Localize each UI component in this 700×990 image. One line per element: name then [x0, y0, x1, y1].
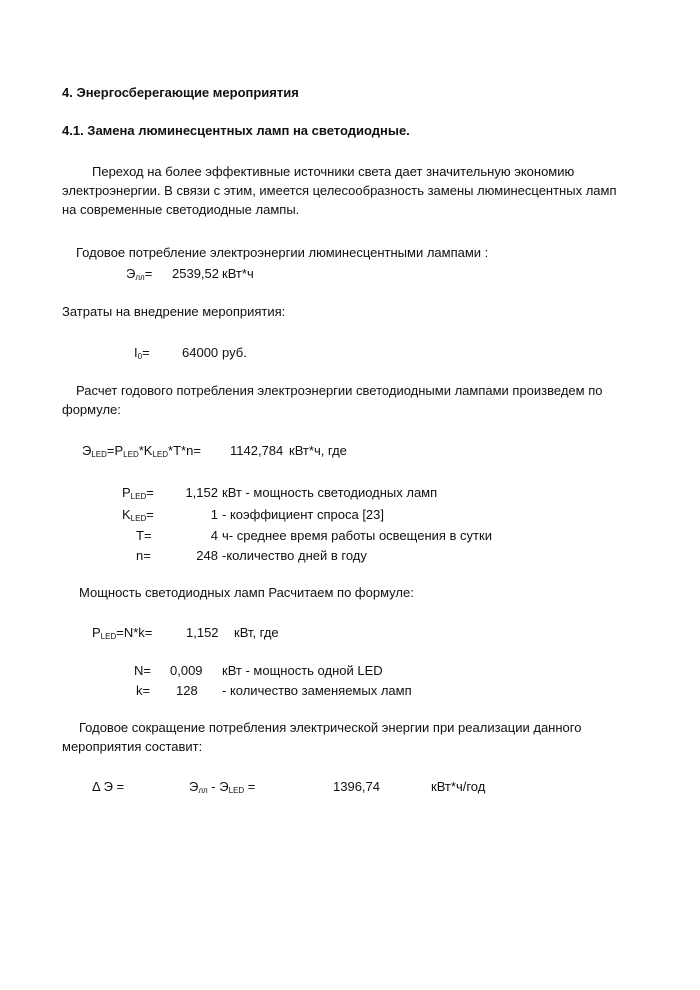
intro-line-2: электроэнергии. В связи с этим, имеется целесообразность замены люминесцентных ламп [62, 183, 617, 198]
led-formula: $Э_{LED}=P_{LED}*K_{LED}*T*n=$ [82, 443, 201, 459]
var-k-value: 1 [210, 507, 218, 522]
power-var-k-symbol: k= [136, 683, 151, 698]
var-p-value: 1,152 [185, 485, 218, 500]
var-p-desc: кВт - мощность светодиодных ламп [222, 485, 438, 500]
power-var-k-value: 128 [176, 683, 198, 698]
led-formula-unit: кВт*ч, где [289, 443, 347, 458]
var-k-desc: - коэффициент спроса [23] [222, 507, 384, 522]
annual-consumption-unit: кВт*ч [222, 266, 254, 281]
power-var-n-value: 0,009 [170, 663, 203, 678]
var-n-symbol: n= [136, 548, 151, 563]
power-label: Мощность светодиодных ламп Расчитаем по формуле: [79, 585, 414, 600]
subsection-heading: 4.1. Замена люминесцентных ламп на светодиодные. [62, 123, 410, 138]
power-var-n-desc: кВт - мощность одной LED [222, 663, 383, 678]
var-t-value: 4 [210, 528, 218, 543]
costs-label: Затраты на внедрение мероприятия: [62, 304, 286, 319]
savings-line-1: Годовое сокращение потребления электрической энергии при реализации данного [79, 720, 582, 735]
var-n-value: 248 [196, 548, 218, 563]
var-t-desc: ч- среднее время работы освещения в сутки [222, 528, 492, 543]
annual-consumption-label: Годовое потребление электроэнергии люминесцентными лампами : [76, 245, 489, 260]
savings-line-2: мероприятия составит: [62, 739, 203, 754]
var-t-symbol: T= [136, 528, 152, 543]
power-var-n-symbol: N= [134, 663, 151, 678]
costs-unit: руб. [222, 345, 247, 360]
var-n-desc: -количество дней в году [222, 548, 367, 563]
savings-formula: $Э_{лл} - Э_{LED}$ = [189, 779, 256, 795]
savings-delta: Δ Э = [92, 779, 125, 794]
annual-consumption-symbol: $Э_{лл}=$ [126, 266, 153, 282]
costs-value: 64000 [182, 345, 219, 360]
power-formula-unit: кВт, где [234, 625, 279, 640]
var-p-symbol: $P_{LED}=$ [122, 485, 154, 501]
savings-unit: кВт*ч/год [431, 779, 486, 794]
power-formula: $P_{LED}=N*k=$ [92, 625, 153, 641]
power-var-k-desc: - количество заменяемых ламп [222, 683, 412, 698]
var-k-symbol: $K_{LED}=$ [122, 507, 154, 523]
annual-consumption-value: 2539,52 [172, 266, 219, 281]
savings-value: 1396,74 [333, 779, 380, 794]
section-heading: 4. Энергосберегающие мероприятия [62, 85, 299, 100]
costs-symbol: $I_0=$ [134, 345, 150, 361]
led-formula-value: 1142,784 [230, 443, 284, 458]
intro-line-1: Переход на более эффективные источники света дает значительную экономию [92, 164, 575, 179]
led-calc-line-1: Расчет годового потребления электроэнергии светодиодными лампами произведем по [76, 383, 603, 398]
led-calc-line-2: формуле: [62, 402, 121, 417]
intro-line-3: на современные светодиодные лампы. [62, 202, 300, 217]
power-formula-value: 1,152 [186, 625, 219, 640]
